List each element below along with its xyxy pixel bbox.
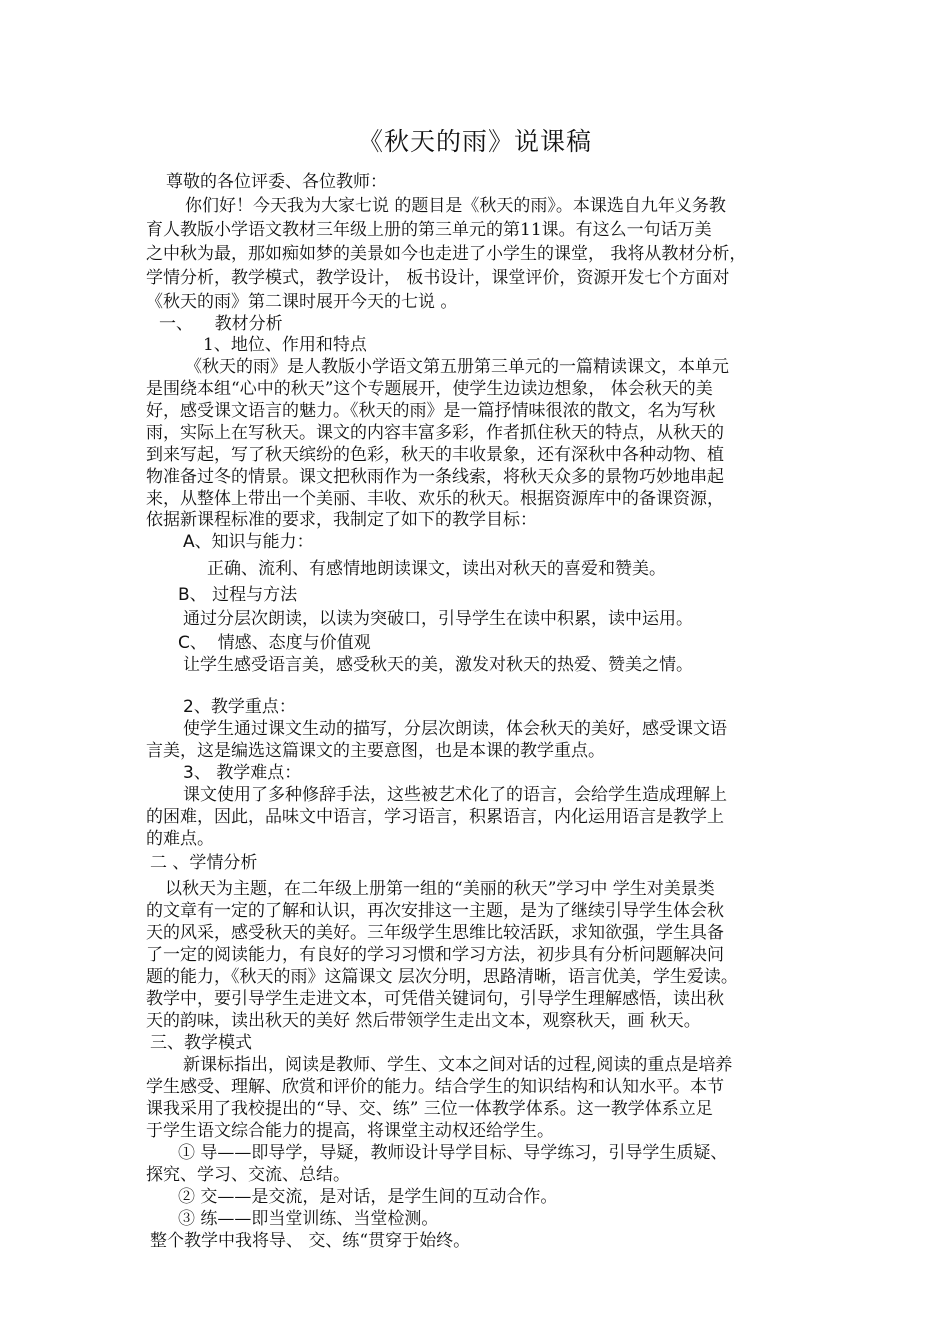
goal-heading-b: B、 过程与方法	[178, 585, 298, 605]
text-line: ① 导——即导学，导疑，教师设计导学目标、导学练习，引导学生质疑、	[178, 1143, 728, 1163]
text-line: 天的韵味，读出秋天的美好 然后带领学生走出文本，观察秋天，画 秋天。	[146, 1011, 701, 1031]
text-line: 到来写起，写了秋天缤纷的色彩，秋天的丰收景象，还有深秋中各种动物、植	[146, 445, 724, 465]
text-line: ③ 练——即当堂训练、当堂检测。	[178, 1209, 439, 1229]
text-line: 你们好！今天我为大家七说 的题目是《秋天的雨》。本课选自九年义务教	[185, 196, 726, 216]
text-line: 正确、流利、有感情地朗读课文，读出对秋天的喜爱和赞美。	[207, 559, 666, 579]
text-line: 新课标指出，阅读是教师、学生、文本之间对话的过程,阅读的重点是培养	[183, 1055, 733, 1075]
text-line: 使学生通过课文生动的描写，分层次朗读，体会秋天的美好，感受课文语	[183, 719, 727, 739]
text-line: 课文使用了多种修辞手法，这些被艺术化了的语言，会给学生造成理解上	[183, 785, 727, 805]
text-line: 教学中，要引导学生走进文本，可凭借关键词句，引导学生理解感悟，读出秋	[146, 989, 724, 1009]
text-line: 育人教版小学语文教材三年级上册的第三单元的第11课。有这么一句话万美	[146, 220, 712, 240]
section-heading: 二 、学情分析	[150, 853, 258, 873]
text-line: 让学生感受语言美，感受秋天的美，激发对秋天的热爱、赞美之情。	[183, 655, 693, 675]
text-line: 通过分层次朗读，以读为突破口，引导学生在读中积累，读中运用。	[183, 609, 693, 629]
subsection-heading: 2、教学重点：	[183, 697, 296, 717]
section-heading: 三、教学模式	[150, 1033, 252, 1053]
text-line: 物准备过冬的情景。课文把秋雨作为一条线索，将秋天众多的景物巧妙地串起	[146, 467, 724, 487]
text-line: 于学生语文综合能力的提高，将课堂主动权还给学生。	[146, 1121, 554, 1141]
text-line: 雨，实际上在写秋天。课文的内容丰富多彩，作者抓住秋天的特点，从秋天的	[146, 423, 724, 443]
text-line: 言美，这是编选这篇课文的主要意图，也是本课的教学重点。	[146, 741, 605, 761]
goal-heading-c: C、 情感、态度与价值观	[178, 633, 371, 653]
text-line: 《秋天的雨》第二课时展开今天的七说 。	[146, 292, 458, 312]
text-line: 尊敬的各位评委、各位教师：	[166, 172, 387, 192]
text-line: 的困难，因此，品味文中语言，学习语言，积累语言，内化运用语言是教学上	[146, 807, 724, 827]
text-line: 的难点。	[146, 829, 214, 849]
text-line: 题的能力，《秋天的雨》这篇课文 层次分明，思路清晰，语言优美，学生爱读。	[146, 967, 738, 987]
document-title: 《秋天的雨》说课稿	[357, 127, 592, 156]
text-line: 学生感受、理解、欣赏和评价的能力。结合学生的知识结构和认知水平。本节	[146, 1077, 724, 1097]
text-line: 是围绕本组“心中的秋天”这个专题展开，使学生边读边想象， 体会秋天的美	[146, 379, 713, 399]
text-line: ② 交——是交流，是对话，是学生间的互动合作。	[178, 1187, 558, 1207]
text-line: 之中秋为最，那如痴如梦的美景如今也走进了小学生的课堂， 我将从教材分析，	[146, 244, 747, 264]
text-line: 依据新课程标准的要求，我制定了如下的教学目标：	[146, 510, 537, 530]
text-line: 的文章有一定的了解和认识，再次安排这一主题，是为了继续引导学生体会秋	[146, 901, 724, 921]
section-heading: 一、 教材分析	[159, 314, 283, 334]
subsection-heading: 3、 教学难点：	[183, 763, 302, 783]
text-line: 《秋天的雨》是人教版小学语文第五册第三单元的一篇精读课文，本单元	[185, 357, 729, 377]
text-line: 探究、学习、交流、总结。	[146, 1165, 350, 1185]
text-line: 来，从整体上带出一个美丽、丰收、欢乐的秋天。根据资源库中的备课资源，	[146, 489, 724, 509]
text-line: 了一定的阅读能力，有良好的学习习惯和学习方法，初步具有分析问题解决问	[146, 945, 724, 965]
text-line: 好，感受课文语言的魅力。《秋天的雨》是一篇抒情味很浓的散文，名为写秋	[146, 401, 716, 421]
text-line: 学情分析，教学模式，教学设计， 板书设计，课堂评价，资源开发七个方面对	[146, 268, 730, 288]
text-line: 天的风采，感受秋天的美好。三年级学生思维比较活跃，求知欲强，学生具备	[146, 923, 724, 943]
text-line: 以秋天为主题，在二年级上册第一组的“美丽的秋天”学习中 学生对美景类	[165, 879, 715, 899]
text-line: 整个教学中我将导、 交、练“贯穿于始终。	[150, 1231, 471, 1251]
text-line: 课我采用了我校提出的“导、交、练” 三位一体教学体系。这一教学体系立足	[146, 1099, 713, 1119]
goal-heading-a: A、知识与能力：	[183, 532, 314, 552]
subsection-heading: 1、地位、作用和特点	[203, 335, 367, 355]
